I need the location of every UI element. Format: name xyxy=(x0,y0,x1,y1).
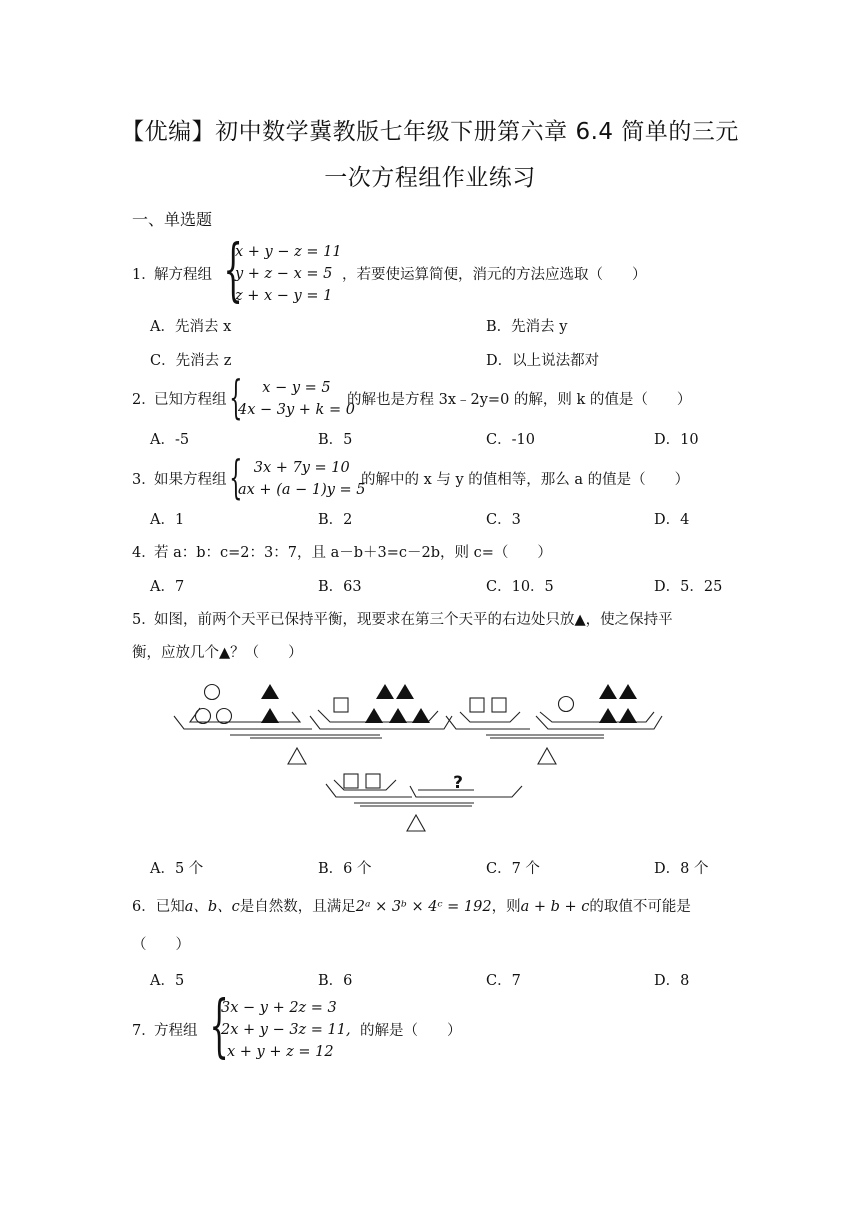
q6-option-b[interactable]: B．6 xyxy=(318,973,353,989)
q5-option-d[interactable]: D．8 个 xyxy=(654,861,709,877)
q2-option-c[interactable]: C．-10 xyxy=(486,432,535,448)
q1-number: 1． xyxy=(132,267,156,283)
q4-option-a[interactable]: A．7 xyxy=(150,579,185,595)
scale1-left-dish xyxy=(190,708,300,722)
scale1-triangle-2 xyxy=(261,708,279,723)
scale1-circle-right xyxy=(217,709,232,724)
q6-answer-paren: （ ） xyxy=(132,937,190,953)
q3-option-a[interactable]: A．1 xyxy=(150,512,185,528)
q1-option-b[interactable]: B．先消去 y xyxy=(486,319,568,335)
q6-text-b: 是自然数，且满足 xyxy=(239,899,356,915)
q2-equation-system xyxy=(226,370,355,424)
q4-option-b[interactable]: B．63 xyxy=(318,579,362,595)
q6-formula: 2ᵃ × 3ᵇ × 4ᶜ = 192 xyxy=(355,899,492,915)
q6-line1 xyxy=(132,895,691,916)
q5-option-b[interactable]: B．6 个 xyxy=(318,861,372,877)
q2-suffix: 的解也是方程 3x﹣2y=0 的解，则 k 的值是（ ） xyxy=(347,392,692,408)
q3-brace: { xyxy=(229,450,243,504)
q6-expr: a + b + c xyxy=(520,899,590,915)
q7-suffix: 的解是（ ） xyxy=(360,1023,462,1039)
q5-option-c[interactable]: C．7 个 xyxy=(486,861,540,877)
q1-brace: { xyxy=(223,231,243,310)
q1-eq-3: z + x − y = 1 xyxy=(235,288,333,304)
q6-text-c: ，则 xyxy=(491,899,521,915)
q7-eq-2: 2x + y − 3z = 11, xyxy=(221,1022,351,1038)
q1-option-c[interactable]: C．先消去 z xyxy=(150,353,232,369)
balance-scales-figure xyxy=(160,676,680,838)
scale1-triangle-7 xyxy=(412,708,430,723)
q3-eq-1: 3x + 7y = 10 xyxy=(253,460,350,476)
scale1-fulcrum xyxy=(288,748,306,764)
scale1-circle-top xyxy=(205,685,220,700)
q4-option-d[interactable]: D．5．25 xyxy=(654,579,723,595)
q4-option-c[interactable]: C．10．5 xyxy=(486,579,554,595)
q7-brace: { xyxy=(209,987,229,1066)
q1-option-a[interactable]: A．先消去 x xyxy=(150,319,232,335)
scale1-triangle-4 xyxy=(396,684,414,699)
q6-option-d[interactable]: D．8 xyxy=(654,973,690,989)
scale2-circle xyxy=(559,697,574,712)
document-title-line1: 【优编】初中数学冀教版七年级下册第六章 6.4 简单的三元 xyxy=(121,119,739,145)
q4-number: 4． xyxy=(132,545,156,561)
q1-equation-system xyxy=(219,231,342,310)
q1-suffix: ，若要使运算简便，消元的方法应选取（ ） xyxy=(342,267,647,283)
q1-prefix: 解方程组 xyxy=(154,267,212,283)
scale1-triangle-1 xyxy=(261,684,279,699)
q5-text-line1: 如图，前两个天平已保持平衡，现要求在第三个天平的右边处只放▲，使之保持平 xyxy=(154,612,673,628)
q2-eq-1: x − y = 5 xyxy=(262,380,331,396)
q6-text-a: 已知 xyxy=(155,899,185,915)
scale2-square-1 xyxy=(470,698,484,712)
q7-equation-system xyxy=(205,987,351,1066)
q7-number: 7． xyxy=(132,1023,156,1039)
scale2-fulcrum xyxy=(538,748,556,764)
q3-equation-system xyxy=(226,450,366,504)
q3-number: 3． xyxy=(132,472,156,488)
scale2-triangle-2 xyxy=(619,684,637,699)
q7-eq-3: x + y + z = 12 xyxy=(227,1044,334,1060)
document-title-line2: 一次方程组作业练习 xyxy=(324,165,536,191)
q6-vars: a、b、c xyxy=(184,899,240,915)
q3-option-d[interactable]: D．4 xyxy=(654,512,690,528)
scale2-square-2 xyxy=(492,698,506,712)
q2-number: 2． xyxy=(132,392,156,408)
scale2-triangle-4 xyxy=(619,708,637,723)
q4-text: 若 a：b：c=2：3：7，且 a－b＋3=c－2b，则 c=（ ） xyxy=(154,545,552,561)
scale1-square xyxy=(334,698,348,712)
scale3-square-2 xyxy=(366,774,380,788)
q1-option-d[interactable]: D．以上说法都对 xyxy=(486,353,600,369)
q6-option-a[interactable]: A．5 xyxy=(150,973,185,989)
q1-eq-1: x + y − z = 11 xyxy=(235,244,342,260)
section-heading: 一、单选题 xyxy=(132,210,213,229)
q6-text-d: 的取值不可能是 xyxy=(589,899,691,915)
scale3-fulcrum xyxy=(407,815,425,831)
scale1-circle-left xyxy=(196,709,211,724)
scale3-question-mark: ? xyxy=(453,773,463,793)
q5-text-line2: 衡，应放几个▲？（ ） xyxy=(132,645,303,661)
q2-brace: { xyxy=(229,370,243,424)
q3-option-c[interactable]: C．3 xyxy=(486,512,521,528)
scale1-triangle-3 xyxy=(376,684,394,699)
scale3-left-dish xyxy=(334,780,396,790)
q3-suffix: 的解中的 x 与 y 的值相等，那么 a 的值是（ ） xyxy=(361,472,690,488)
scale3-right-pan xyxy=(410,786,522,797)
scale2-triangle-1 xyxy=(599,684,617,699)
q3-eq-2: ax + (a − 1)y = 5 xyxy=(238,482,366,498)
scale1-triangle-6 xyxy=(389,708,407,723)
q5-option-a[interactable]: A．5 个 xyxy=(150,861,204,877)
q2-option-d[interactable]: D．10 xyxy=(654,432,699,448)
q7-eq-1: 3x − y + 2z = 3 xyxy=(221,1000,337,1016)
q7-prefix: 方程组 xyxy=(154,1023,198,1039)
scale2-left-dish xyxy=(460,712,520,722)
q3-prefix: 如果方程组 xyxy=(154,472,227,488)
q2-prefix: 已知方程组 xyxy=(154,392,227,408)
q1-eq-2: y + z − x = 5 xyxy=(235,266,333,282)
scale2-right-dish xyxy=(540,712,654,722)
q2-option-b[interactable]: B．5 xyxy=(318,432,353,448)
q2-eq-2: 4x − 3y + k = 0 xyxy=(238,402,355,418)
q6-number: 6． xyxy=(132,899,156,915)
q5-number: 5． xyxy=(132,612,156,628)
q6-option-c[interactable]: C．7 xyxy=(486,973,521,989)
q3-option-b[interactable]: B．2 xyxy=(318,512,353,528)
q2-option-a[interactable]: A．-5 xyxy=(150,432,190,448)
scale1-triangle-5 xyxy=(365,708,383,723)
scale3-square-1 xyxy=(344,774,358,788)
scale2-triangle-3 xyxy=(599,708,617,723)
